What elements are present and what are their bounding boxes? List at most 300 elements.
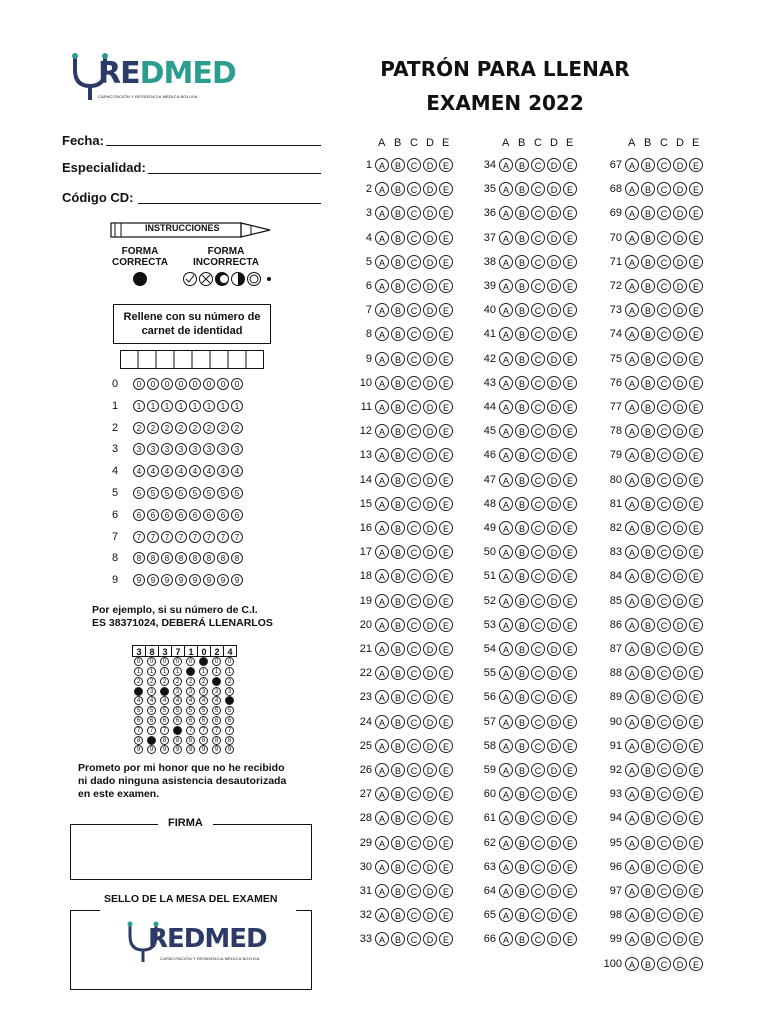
answer-bubble[interactable]: C — [407, 303, 421, 317]
answer-bubble[interactable]: D — [423, 860, 437, 874]
answer-bubble[interactable]: A — [625, 884, 639, 898]
answer-bubble[interactable]: C — [531, 690, 545, 704]
answer-bubble[interactable]: D — [547, 569, 561, 583]
answer-bubble[interactable]: C — [657, 811, 671, 825]
answer-bubble[interactable]: A — [375, 279, 389, 293]
ci-bubble[interactable]: 8 — [147, 552, 159, 564]
answer-bubble[interactable]: C — [531, 352, 545, 366]
answer-bubble[interactable]: E — [439, 811, 453, 825]
answer-bubble[interactable]: C — [657, 279, 671, 293]
answer-bubble[interactable]: E — [689, 787, 703, 801]
answer-bubble[interactable]: E — [439, 836, 453, 850]
ci-bubble[interactable]: 5 — [203, 487, 215, 499]
ci-bubble[interactable]: 9 — [161, 574, 173, 586]
answer-bubble[interactable]: B — [641, 836, 655, 850]
answer-bubble[interactable]: C — [657, 569, 671, 583]
answer-bubble[interactable]: A — [375, 521, 389, 535]
answer-bubble[interactable]: B — [641, 908, 655, 922]
answer-bubble[interactable]: D — [547, 642, 561, 656]
answer-bubble[interactable]: E — [439, 231, 453, 245]
answer-bubble[interactable]: C — [531, 376, 545, 390]
answer-bubble[interactable]: B — [641, 255, 655, 269]
answer-bubble[interactable]: D — [673, 182, 687, 196]
answer-bubble[interactable]: C — [407, 279, 421, 293]
answer-bubble[interactable]: B — [641, 545, 655, 559]
answer-bubble[interactable]: E — [563, 884, 577, 898]
answer-bubble[interactable]: C — [407, 787, 421, 801]
answer-bubble[interactable]: B — [515, 448, 529, 462]
ci-bubble[interactable]: 3 — [175, 443, 187, 455]
answer-bubble[interactable]: C — [657, 521, 671, 535]
answer-bubble[interactable]: C — [407, 642, 421, 656]
answer-bubble[interactable]: B — [515, 182, 529, 196]
answer-bubble[interactable]: A — [625, 279, 639, 293]
answer-bubble[interactable]: B — [515, 642, 529, 656]
answer-bubble[interactable]: B — [391, 642, 405, 656]
ci-bubble[interactable]: 6 — [161, 509, 173, 521]
ci-bubble[interactable]: 8 — [231, 552, 243, 564]
answer-bubble[interactable]: B — [515, 594, 529, 608]
answer-bubble[interactable]: C — [407, 715, 421, 729]
answer-bubble[interactable]: C — [531, 763, 545, 777]
answer-bubble[interactable]: B — [515, 860, 529, 874]
answer-bubble[interactable]: D — [673, 690, 687, 704]
answer-bubble[interactable]: C — [657, 594, 671, 608]
answer-bubble[interactable]: B — [515, 787, 529, 801]
answer-bubble[interactable]: D — [673, 884, 687, 898]
ci-bubble[interactable]: 4 — [189, 465, 201, 477]
answer-bubble[interactable]: C — [657, 666, 671, 680]
answer-bubble[interactable]: E — [439, 690, 453, 704]
answer-bubble[interactable]: D — [673, 715, 687, 729]
answer-bubble[interactable]: E — [563, 497, 577, 511]
answer-bubble[interactable]: D — [423, 642, 437, 656]
answer-bubble[interactable]: B — [391, 473, 405, 487]
answer-bubble[interactable]: D — [423, 376, 437, 390]
ci-bubble[interactable]: 1 — [189, 400, 201, 412]
answer-bubble[interactable]: C — [531, 811, 545, 825]
answer-bubble[interactable]: B — [391, 303, 405, 317]
answer-bubble[interactable]: B — [391, 569, 405, 583]
answer-bubble[interactable]: D — [547, 932, 561, 946]
answer-bubble[interactable]: E — [689, 497, 703, 511]
answer-bubble[interactable]: E — [689, 182, 703, 196]
answer-bubble[interactable]: E — [439, 763, 453, 777]
ci-bubble[interactable]: 9 — [231, 574, 243, 586]
answer-bubble[interactable]: B — [391, 424, 405, 438]
ci-bubble[interactable]: 2 — [231, 422, 243, 434]
ci-bubble[interactable]: 1 — [175, 400, 187, 412]
answer-bubble[interactable]: D — [423, 787, 437, 801]
answer-bubble[interactable]: D — [423, 569, 437, 583]
answer-bubble[interactable]: A — [375, 594, 389, 608]
answer-bubble[interactable]: E — [563, 327, 577, 341]
answer-bubble[interactable]: E — [689, 376, 703, 390]
answer-bubble[interactable]: B — [515, 376, 529, 390]
answer-bubble[interactable]: E — [563, 690, 577, 704]
answer-bubble[interactable]: B — [391, 521, 405, 535]
answer-bubble[interactable]: A — [499, 594, 513, 608]
answer-bubble[interactable]: A — [499, 908, 513, 922]
answer-bubble[interactable]: D — [673, 303, 687, 317]
answer-bubble[interactable]: B — [641, 521, 655, 535]
answer-bubble[interactable]: C — [531, 908, 545, 922]
answer-bubble[interactable]: D — [423, 884, 437, 898]
ci-bubble[interactable]: 7 — [189, 531, 201, 543]
ci-bubble[interactable]: 6 — [175, 509, 187, 521]
answer-bubble[interactable]: C — [407, 545, 421, 559]
answer-bubble[interactable]: D — [423, 763, 437, 777]
answer-bubble[interactable]: E — [563, 521, 577, 535]
answer-bubble[interactable]: C — [407, 739, 421, 753]
answer-bubble[interactable]: C — [657, 836, 671, 850]
answer-bubble[interactable]: D — [673, 400, 687, 414]
ci-bubble[interactable]: 3 — [217, 443, 229, 455]
answer-bubble[interactable]: B — [391, 255, 405, 269]
answer-bubble[interactable]: E — [563, 400, 577, 414]
answer-bubble[interactable]: C — [531, 400, 545, 414]
answer-bubble[interactable]: E — [563, 860, 577, 874]
answer-bubble[interactable]: E — [439, 400, 453, 414]
answer-bubble[interactable]: C — [531, 521, 545, 535]
answer-bubble[interactable]: E — [439, 255, 453, 269]
answer-bubble[interactable]: C — [657, 908, 671, 922]
answer-bubble[interactable]: E — [563, 594, 577, 608]
answer-bubble[interactable]: A — [499, 303, 513, 317]
answer-bubble[interactable]: C — [407, 497, 421, 511]
answer-bubble[interactable]: E — [563, 908, 577, 922]
answer-bubble[interactable]: B — [515, 497, 529, 511]
answer-bubble[interactable]: A — [375, 666, 389, 680]
ci-bubble[interactable]: 4 — [203, 465, 215, 477]
answer-bubble[interactable]: A — [499, 206, 513, 220]
answer-bubble[interactable]: A — [499, 715, 513, 729]
ci-bubble[interactable]: 8 — [217, 552, 229, 564]
answer-bubble[interactable]: E — [563, 158, 577, 172]
answer-bubble[interactable]: C — [531, 836, 545, 850]
answer-bubble[interactable]: C — [531, 618, 545, 632]
answer-bubble[interactable]: E — [689, 666, 703, 680]
answer-bubble[interactable]: C — [531, 594, 545, 608]
answer-bubble[interactable]: A — [625, 231, 639, 245]
answer-bubble[interactable]: D — [673, 473, 687, 487]
ci-bubble[interactable]: 3 — [147, 443, 159, 455]
answer-bubble[interactable]: D — [673, 787, 687, 801]
answer-bubble[interactable]: E — [689, 932, 703, 946]
answer-bubble[interactable]: E — [689, 424, 703, 438]
answer-bubble[interactable]: A — [499, 473, 513, 487]
ci-bubble[interactable]: 1 — [161, 400, 173, 412]
answer-bubble[interactable]: D — [547, 424, 561, 438]
ci-bubble[interactable]: 7 — [161, 531, 173, 543]
ci-bubble[interactable]: 4 — [147, 465, 159, 477]
answer-bubble[interactable]: B — [391, 690, 405, 704]
ci-bubble[interactable]: 8 — [133, 552, 145, 564]
answer-bubble[interactable]: A — [499, 255, 513, 269]
answer-bubble[interactable]: E — [563, 811, 577, 825]
answer-bubble[interactable]: C — [531, 642, 545, 656]
answer-bubble[interactable]: E — [563, 618, 577, 632]
answer-bubble[interactable]: D — [423, 715, 437, 729]
ci-bubble[interactable]: 2 — [161, 422, 173, 434]
answer-bubble[interactable]: C — [657, 739, 671, 753]
answer-bubble[interactable]: C — [657, 642, 671, 656]
answer-bubble[interactable]: E — [439, 545, 453, 559]
answer-bubble[interactable]: D — [423, 545, 437, 559]
answer-bubble[interactable]: A — [499, 836, 513, 850]
ci-bubble[interactable]: 9 — [133, 574, 145, 586]
answer-bubble[interactable]: C — [657, 932, 671, 946]
answer-bubble[interactable]: D — [547, 860, 561, 874]
answer-bubble[interactable]: D — [673, 594, 687, 608]
answer-bubble[interactable]: E — [563, 255, 577, 269]
answer-bubble[interactable]: C — [657, 206, 671, 220]
answer-bubble[interactable]: E — [439, 158, 453, 172]
answer-bubble[interactable]: B — [641, 594, 655, 608]
answer-bubble[interactable]: E — [563, 231, 577, 245]
answer-bubble[interactable]: A — [625, 715, 639, 729]
ci-bubble[interactable]: 9 — [189, 574, 201, 586]
answer-bubble[interactable]: B — [391, 618, 405, 632]
answer-bubble[interactable]: C — [531, 327, 545, 341]
answer-bubble[interactable]: C — [531, 473, 545, 487]
answer-bubble[interactable]: C — [531, 787, 545, 801]
ci-bubble[interactable]: 1 — [133, 400, 145, 412]
answer-bubble[interactable]: C — [407, 594, 421, 608]
ci-bubble[interactable]: 3 — [161, 443, 173, 455]
answer-bubble[interactable]: D — [673, 739, 687, 753]
answer-bubble[interactable]: A — [625, 497, 639, 511]
codigo-field[interactable] — [138, 203, 321, 204]
answer-bubble[interactable]: D — [547, 255, 561, 269]
answer-bubble[interactable]: E — [689, 569, 703, 583]
answer-bubble[interactable]: C — [407, 473, 421, 487]
answer-bubble[interactable]: C — [657, 352, 671, 366]
answer-bubble[interactable]: D — [547, 279, 561, 293]
answer-bubble[interactable]: A — [499, 448, 513, 462]
answer-bubble[interactable]: A — [375, 836, 389, 850]
answer-bubble[interactable]: E — [563, 448, 577, 462]
answer-bubble[interactable]: C — [407, 690, 421, 704]
answer-bubble[interactable]: D — [423, 739, 437, 753]
answer-bubble[interactable]: C — [531, 884, 545, 898]
answer-bubble[interactable]: D — [547, 690, 561, 704]
ci-bubble[interactable]: 9 — [217, 574, 229, 586]
answer-bubble[interactable]: A — [375, 182, 389, 196]
answer-bubble[interactable]: A — [625, 739, 639, 753]
answer-bubble[interactable]: C — [407, 424, 421, 438]
answer-bubble[interactable]: D — [673, 521, 687, 535]
ci-bubble[interactable]: 2 — [217, 422, 229, 434]
answer-bubble[interactable]: A — [375, 473, 389, 487]
ci-bubble[interactable]: 4 — [217, 465, 229, 477]
answer-bubble[interactable]: E — [439, 182, 453, 196]
answer-bubble[interactable]: C — [407, 327, 421, 341]
answer-bubble[interactable]: B — [391, 715, 405, 729]
answer-bubble[interactable]: C — [531, 569, 545, 583]
answer-bubble[interactable]: B — [391, 327, 405, 341]
answer-bubble[interactable]: B — [641, 642, 655, 656]
answer-bubble[interactable]: E — [439, 448, 453, 462]
answer-bubble[interactable]: D — [423, 400, 437, 414]
answer-bubble[interactable]: B — [391, 811, 405, 825]
answer-bubble[interactable]: B — [515, 569, 529, 583]
answer-bubble[interactable]: D — [547, 763, 561, 777]
answer-bubble[interactable]: A — [625, 594, 639, 608]
ci-bubble[interactable]: 1 — [203, 400, 215, 412]
answer-bubble[interactable]: D — [423, 811, 437, 825]
answer-bubble[interactable]: E — [563, 932, 577, 946]
answer-bubble[interactable]: A — [499, 666, 513, 680]
answer-bubble[interactable]: C — [407, 400, 421, 414]
answer-bubble[interactable]: E — [563, 279, 577, 293]
answer-bubble[interactable]: A — [375, 690, 389, 704]
answer-bubble[interactable]: E — [439, 594, 453, 608]
answer-bubble[interactable]: C — [407, 932, 421, 946]
answer-bubble[interactable]: D — [423, 836, 437, 850]
answer-bubble[interactable]: B — [641, 618, 655, 632]
answer-bubble[interactable]: A — [625, 860, 639, 874]
answer-bubble[interactable]: E — [439, 787, 453, 801]
answer-bubble[interactable]: A — [375, 860, 389, 874]
answer-bubble[interactable]: E — [439, 908, 453, 922]
ci-bubble[interactable]: 7 — [231, 531, 243, 543]
ci-bubble[interactable]: 9 — [175, 574, 187, 586]
answer-bubble[interactable]: B — [641, 376, 655, 390]
answer-bubble[interactable]: A — [625, 763, 639, 777]
answer-bubble[interactable]: C — [531, 545, 545, 559]
answer-bubble[interactable]: D — [673, 352, 687, 366]
ci-bubble[interactable]: 5 — [217, 487, 229, 499]
answer-bubble[interactable]: B — [515, 545, 529, 559]
ci-bubble[interactable]: 1 — [217, 400, 229, 412]
answer-bubble[interactable]: C — [407, 206, 421, 220]
answer-bubble[interactable]: A — [625, 182, 639, 196]
answer-bubble[interactable]: E — [563, 666, 577, 680]
answer-bubble[interactable]: A — [375, 303, 389, 317]
answer-bubble[interactable]: B — [515, 327, 529, 341]
answer-bubble[interactable]: C — [407, 884, 421, 898]
ci-bubble[interactable]: 0 — [175, 378, 187, 390]
answer-bubble[interactable]: D — [423, 690, 437, 704]
answer-bubble[interactable]: C — [657, 376, 671, 390]
answer-bubble[interactable]: B — [515, 666, 529, 680]
answer-bubble[interactable]: B — [391, 594, 405, 608]
answer-bubble[interactable]: B — [515, 521, 529, 535]
answer-bubble[interactable]: D — [423, 206, 437, 220]
answer-bubble[interactable]: E — [439, 521, 453, 535]
answer-bubble[interactable]: D — [423, 255, 437, 269]
ci-bubble[interactable]: 4 — [161, 465, 173, 477]
answer-bubble[interactable]: E — [689, 448, 703, 462]
answer-bubble[interactable]: D — [547, 521, 561, 535]
ci-bubble[interactable]: 2 — [133, 422, 145, 434]
answer-bubble[interactable]: B — [391, 158, 405, 172]
answer-bubble[interactable]: B — [391, 908, 405, 922]
answer-bubble[interactable]: B — [515, 255, 529, 269]
answer-bubble[interactable]: D — [673, 206, 687, 220]
answer-bubble[interactable]: D — [547, 473, 561, 487]
answer-bubble[interactable]: E — [689, 521, 703, 535]
ci-bubble[interactable]: 6 — [203, 509, 215, 521]
ci-bubble[interactable]: 2 — [147, 422, 159, 434]
answer-bubble[interactable]: E — [439, 424, 453, 438]
ci-bubble[interactable]: 0 — [161, 378, 173, 390]
ci-bubble[interactable]: 7 — [175, 531, 187, 543]
answer-bubble[interactable]: E — [689, 860, 703, 874]
ci-bubble[interactable]: 7 — [133, 531, 145, 543]
answer-bubble[interactable]: B — [641, 303, 655, 317]
signature-box[interactable] — [70, 824, 312, 880]
answer-bubble[interactable]: E — [439, 569, 453, 583]
answer-bubble[interactable]: D — [547, 594, 561, 608]
answer-bubble[interactable]: A — [625, 448, 639, 462]
answer-bubble[interactable]: E — [563, 376, 577, 390]
answer-bubble[interactable]: D — [423, 158, 437, 172]
answer-bubble[interactable]: C — [657, 860, 671, 874]
answer-bubble[interactable]: A — [625, 957, 639, 971]
answer-bubble[interactable]: A — [499, 545, 513, 559]
answer-bubble[interactable]: A — [625, 424, 639, 438]
answer-bubble[interactable]: B — [515, 231, 529, 245]
answer-bubble[interactable]: B — [515, 618, 529, 632]
answer-bubble[interactable]: C — [531, 715, 545, 729]
answer-bubble[interactable]: A — [499, 932, 513, 946]
answer-bubble[interactable]: E — [439, 279, 453, 293]
ci-bubble[interactable]: 9 — [203, 574, 215, 586]
answer-bubble[interactable]: D — [547, 352, 561, 366]
ci-bubble[interactable]: 8 — [189, 552, 201, 564]
answer-bubble[interactable]: E — [689, 618, 703, 632]
answer-bubble[interactable]: D — [423, 521, 437, 535]
answer-bubble[interactable]: E — [689, 594, 703, 608]
answer-bubble[interactable]: A — [499, 739, 513, 753]
answer-bubble[interactable]: A — [375, 642, 389, 656]
answer-bubble[interactable]: C — [531, 932, 545, 946]
answer-bubble[interactable]: E — [689, 884, 703, 898]
fecha-field[interactable] — [106, 145, 321, 146]
answer-bubble[interactable]: A — [625, 158, 639, 172]
answer-bubble[interactable]: A — [375, 739, 389, 753]
answer-bubble[interactable]: B — [391, 279, 405, 293]
answer-bubble[interactable]: B — [515, 303, 529, 317]
answer-bubble[interactable]: A — [375, 908, 389, 922]
answer-bubble[interactable]: B — [641, 787, 655, 801]
answer-bubble[interactable]: C — [657, 763, 671, 777]
answer-bubble[interactable]: D — [673, 836, 687, 850]
answer-bubble[interactable]: C — [531, 424, 545, 438]
answer-bubble[interactable]: C — [657, 473, 671, 487]
answer-bubble[interactable]: C — [657, 400, 671, 414]
answer-bubble[interactable]: B — [641, 715, 655, 729]
answer-bubble[interactable]: C — [657, 715, 671, 729]
answer-bubble[interactable]: E — [689, 352, 703, 366]
answer-bubble[interactable]: E — [563, 569, 577, 583]
ci-bubble[interactable]: 2 — [175, 422, 187, 434]
answer-bubble[interactable]: A — [375, 618, 389, 632]
answer-bubble[interactable]: B — [515, 932, 529, 946]
answer-bubble[interactable]: D — [673, 231, 687, 245]
ci-bubble[interactable]: 7 — [203, 531, 215, 543]
answer-bubble[interactable]: B — [515, 158, 529, 172]
answer-bubble[interactable]: D — [547, 787, 561, 801]
answer-bubble[interactable]: B — [641, 473, 655, 487]
answer-bubble[interactable]: E — [563, 424, 577, 438]
answer-bubble[interactable]: E — [689, 303, 703, 317]
answer-bubble[interactable]: D — [423, 424, 437, 438]
answer-bubble[interactable]: E — [689, 255, 703, 269]
answer-bubble[interactable]: E — [563, 715, 577, 729]
